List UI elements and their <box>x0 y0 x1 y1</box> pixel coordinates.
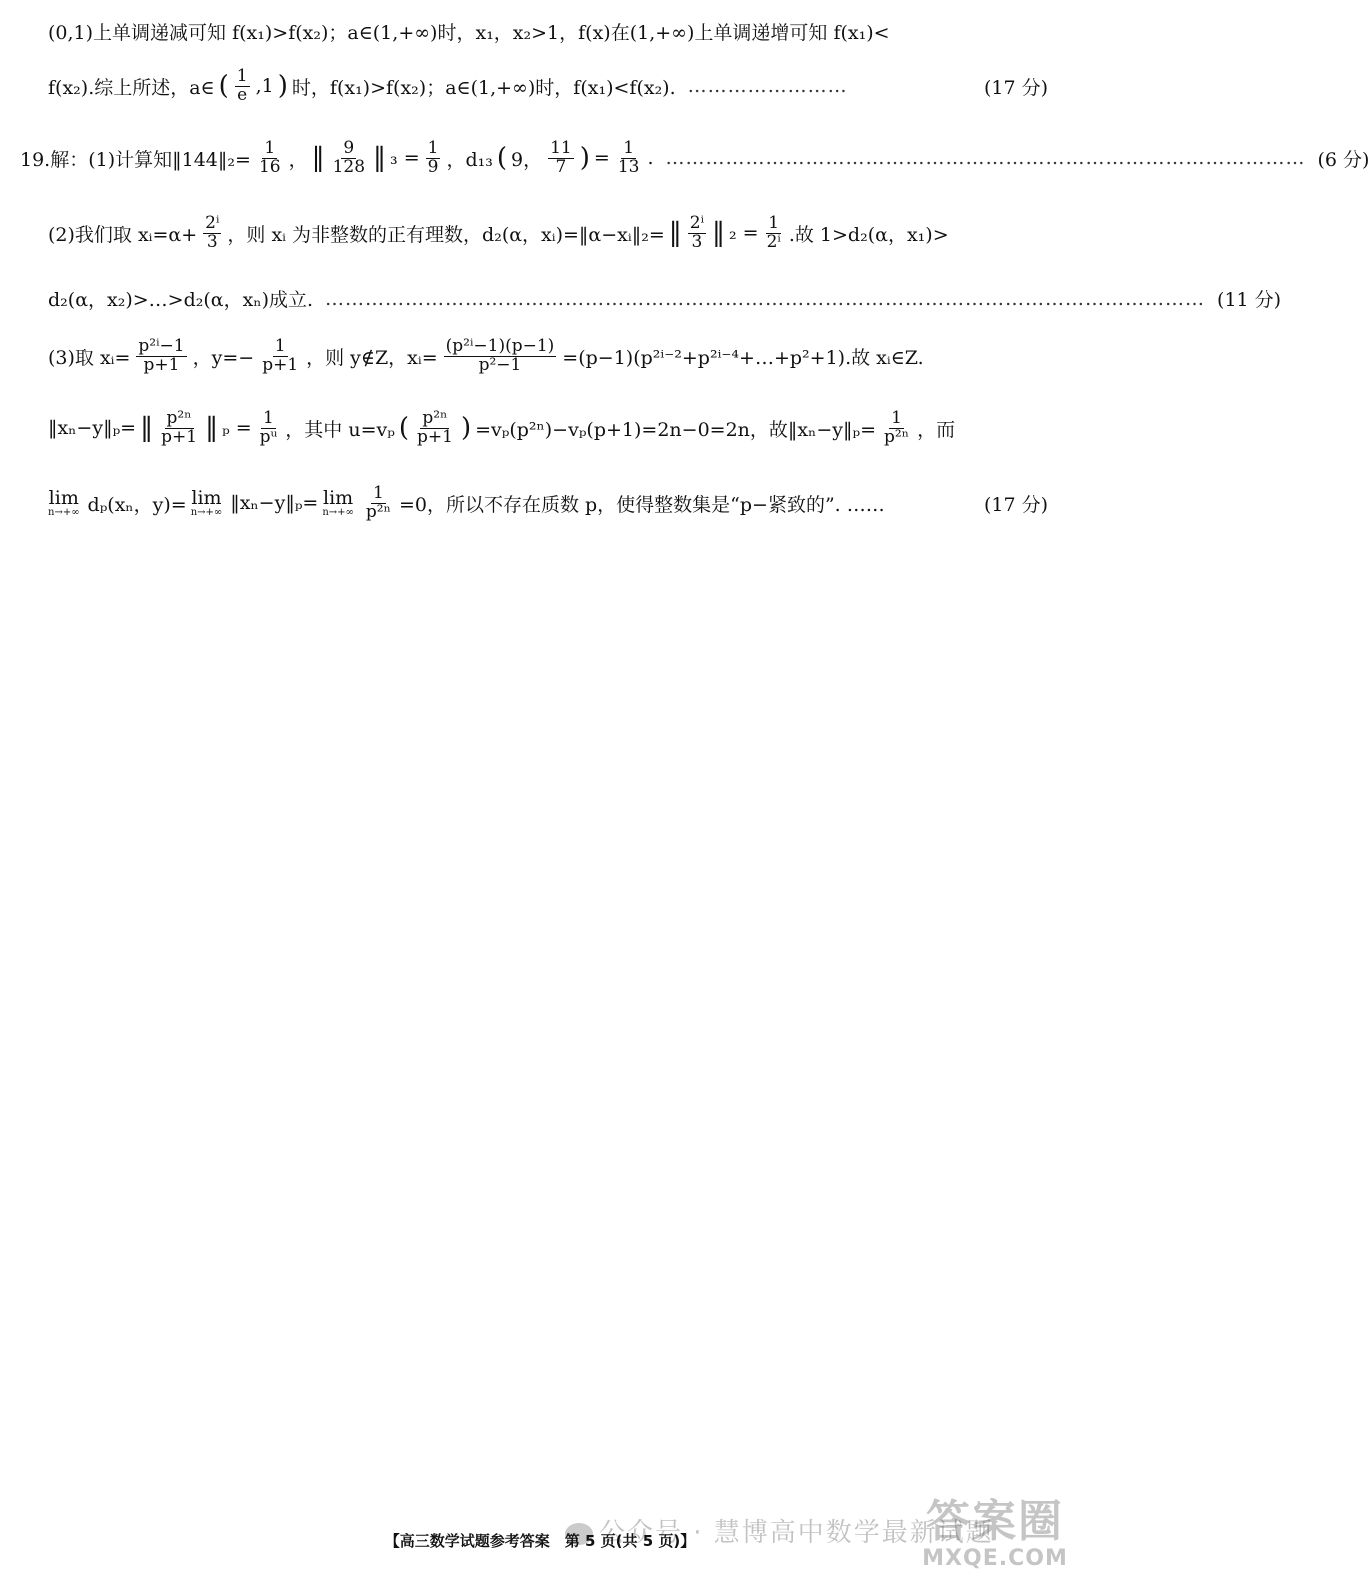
norm-sub-3: ₃ = <box>390 147 420 170</box>
line-7-post: =vₚ(p²ⁿ)−vₚ(p+1)=2n−0=2n，故‖xₙ−y‖ₚ= <box>475 418 877 441</box>
line-8-c: =0，所以不存在质数 p，使得整数集是“p−紧致的”. …… <box>398 493 885 516</box>
limit-3: lim n→+∞ <box>322 486 354 518</box>
frac-1-over-p-plus1: $\frac{1}{p+1}$ <box>262 336 299 375</box>
line-7: ‖xₙ−y‖ₚ= ‖ $\frac{\text{p²ⁿ}}{p+1}$ ‖ ₚ = $\frac{1}{\text{pᵘ}}$ ，其中 u=vₚ ( $\frac{\text{p²ⁿ}}{p+1}$ ) =vₚ(p²ⁿ)−vₚ(p+1)=2n−0=2n，故‖xₙ−y‖ₚ= $\frac{1}{\text{p²ⁿ}}$ ，而 <box>48 408 956 447</box>
line-8-b: ‖xₙ−y‖ₚ= <box>230 492 319 515</box>
line-8-a: dₚ(xₙ，y)= <box>87 493 187 516</box>
frac-1-over-13: $\frac{1}{13}$ <box>617 138 640 177</box>
frac-1-over-p2n: $\frac{1}{\text{p²ⁿ}}$ <box>884 408 910 447</box>
line-4-pre: (2)我们取 xᵢ=α+ <box>48 223 198 246</box>
frac-1-over-e: $\frac{1}{e}$ <box>236 66 248 105</box>
stamp-top: 答案圈 <box>926 1496 1064 1547</box>
site-logo-stamp <box>920 1498 1070 1578</box>
d13-label: ，d₁₃ <box>446 148 493 171</box>
frac-p2n-over-p-plus1-b: $\frac{\text{p²ⁿ}}{p+1}$ <box>416 408 453 447</box>
leader-dots: …………………… <box>687 75 848 98</box>
score-11: (11 分) <box>1217 289 1282 311</box>
line-3: 19.解：(1)计算知‖144‖₂= $\frac{1}{16}$ ， ‖ $\frac{9}{128}$ ‖ ₃ = $\frac{1}{9}$ ，d₁₃ ( 9， $\frac{11}{7}$ ) = $\frac{1}{13}$ . …………………………………………………………………………………… (6 分) <box>20 138 1369 177</box>
line-3-pre: 19.解：(1)计算知‖144‖₂= <box>20 148 251 171</box>
line-6-mid1: ，y=− <box>192 346 255 369</box>
frac-1-over-pu: $\frac{1}{\text{pᵘ}}$ <box>259 408 278 447</box>
leader-dots: …………………………………………………………………………………………………………………… <box>325 287 1206 310</box>
comma-one: ,1 <box>255 75 274 98</box>
line-1-text: (0,1)上单调递减可知 f(x₁)>f(x₂)；a∈(1,+∞)时，x₁，x₂>1，f(x)在(1,+∞)上单调递增可知 f(x₁)< <box>48 22 890 44</box>
norm-sub-2: ₂ = <box>729 222 759 245</box>
watermark-text: 公众号 · 慧博高中数学最新试题 <box>599 1518 994 1548</box>
norm-sub-p: ₚ = <box>222 417 252 440</box>
nine-comma: 9， <box>511 148 543 171</box>
frac-1-over-2i: $\frac{1}{\text{2ⁱ}}$ <box>766 213 781 252</box>
limit-2: lim n→+∞ <box>190 486 223 518</box>
page-footer: 【高三数学试题参考答案 第 5 页(共 5 页)】 <box>384 1532 696 1550</box>
line-4-post: .故 1>d₂(α，x₁)> <box>788 223 949 246</box>
frac-big: $\frac{\text{(p²ⁱ−1)(p−1)}}{\text{p²−1}}$ <box>445 336 555 375</box>
frac-1-over-16: $\frac{1}{16}$ <box>258 138 281 177</box>
frac-2i-over-3-norm: $\frac{\text{2ⁱ}}{3}$ <box>689 213 705 252</box>
paren-right: ) <box>277 71 288 102</box>
frac-1-over-9: $\frac{1}{9}$ <box>427 138 439 177</box>
frac-p2i-minus1-over-p-plus1: $\frac{\text{p²ⁱ−1}}{p+1}$ <box>138 336 185 375</box>
limit-1: lim n→+∞ <box>48 486 80 518</box>
line-2-post: 时，f(x₁)>f(x₂)；a∈(1,+∞)时，f(x₁)<f(x₂). <box>291 76 676 99</box>
line-2 <box>48 68 1048 105</box>
equals-sign: = <box>593 147 610 170</box>
norm-bar-right: ‖ <box>373 143 387 174</box>
line-6-post: =(p−1)(p²ⁱ⁻²+p²ⁱ⁻⁴+…+p²+1).故 xᵢ∈Z. <box>562 346 924 369</box>
frac-1-over-p2n-lim: $\frac{1}{\text{p²ⁿ}}$ <box>365 483 391 522</box>
frac-11-over-7: $\frac{11}{7}$ <box>550 138 572 177</box>
line-4: (2)我们取 xᵢ=α+ $\frac{\text{2ⁱ}}{3}$ ，则 xᵢ 为非整数的正有理数，d₂(α，xᵢ)=‖α−xᵢ‖₂= ‖ $\frac{\text{2ⁱ}}{3}$ ‖ ₂ = $\frac{1}{\text{2ⁱ}}$ .故 1>d₂(α，x₁)> <box>48 213 949 252</box>
line-4-mid: ，则 xᵢ 为非整数的正有理数，d₂(α，xᵢ)=‖α−xᵢ‖₂= <box>227 223 665 246</box>
frac-p2n-over-p-plus1: $\frac{\text{p²ⁿ}}{p+1}$ <box>161 408 198 447</box>
line-7-end: ，而 <box>917 418 956 441</box>
leader-dots: …………………………………………………………………………………… <box>665 147 1306 170</box>
line-7-pre: ‖xₙ−y‖ₚ= <box>48 417 137 440</box>
line-7-mid: ，其中 u=vₚ <box>285 418 395 441</box>
line-6-pre: (3)取 xᵢ= <box>48 346 131 369</box>
line-6-mid2: ，则 y∉Z，xᵢ= <box>306 346 438 369</box>
line-6 <box>48 338 1048 375</box>
line-1 <box>48 18 1048 45</box>
frac-2i-over-3: $\frac{\text{2ⁱ}}{3}$ <box>205 213 220 252</box>
line-5-text: d₂(α，x₂)>…>d₂(α，xₙ)成立. <box>48 289 314 311</box>
line-5 <box>48 285 1282 312</box>
norm-bar-left: ‖ <box>311 143 325 174</box>
frac-9-over-128: $\frac{9}{128}$ <box>332 138 366 177</box>
score-6: (6 分) <box>1317 148 1369 171</box>
paren-left: ( <box>218 71 229 102</box>
score-17-a: (17 分) <box>983 76 1048 99</box>
stamp-bottom: MXQE.COM <box>922 1546 1068 1571</box>
line-2-pre: f(x₂).综上所述，a∈ <box>48 76 215 99</box>
line-8 <box>48 485 1048 522</box>
score-17-b: (17 分) <box>983 493 1048 516</box>
